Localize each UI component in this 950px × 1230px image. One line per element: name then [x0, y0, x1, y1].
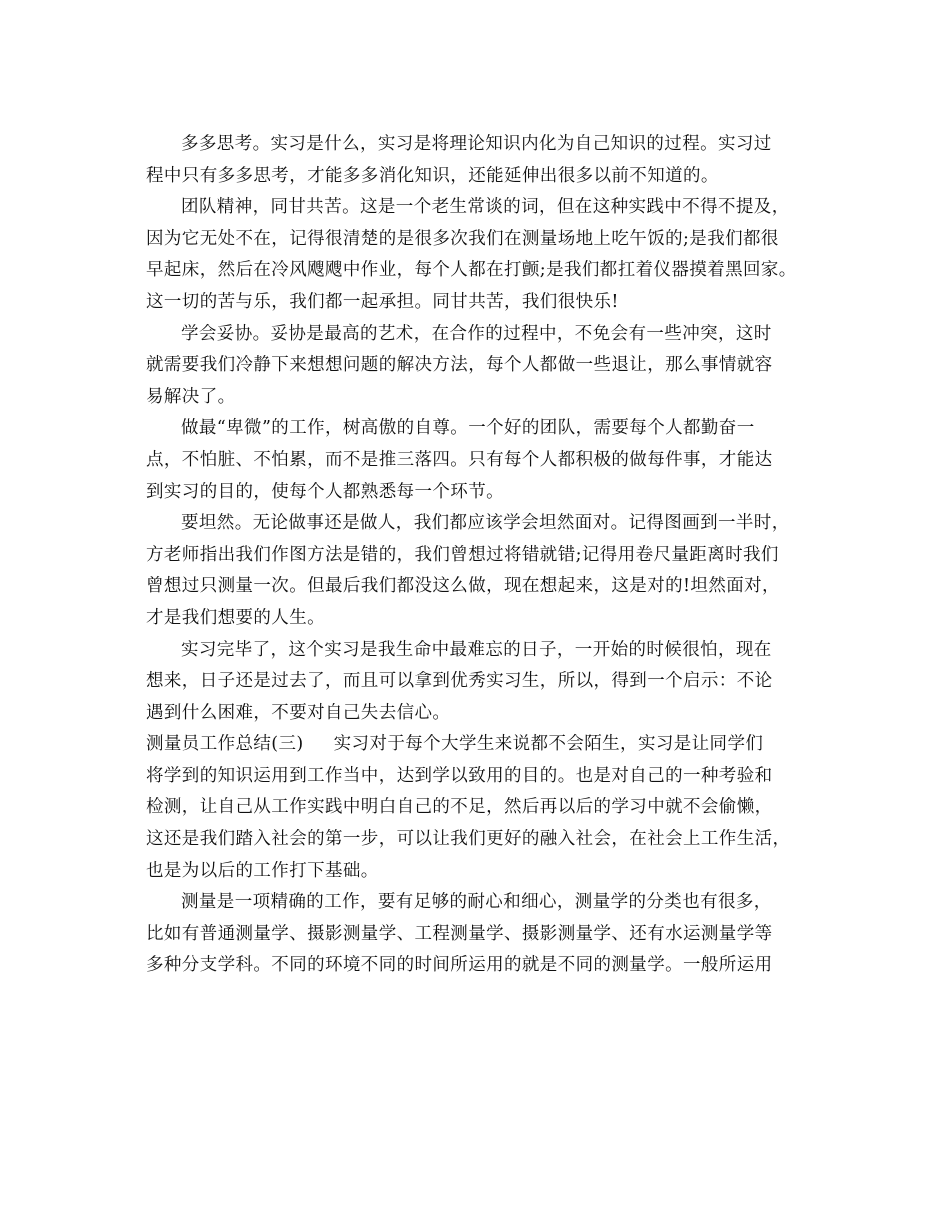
paragraph-line: 比如有普通测量学、摄影测量学、工程测量学、摄影测量学、还有水运测量学等: [146, 923, 773, 944]
paragraph-line: 点，不怕脏、不怕累，而不是推三落四。只有每个人都积极的做每件事，才能达: [146, 449, 773, 470]
paragraph-line: 将学到的知识运用到工作当中，达到学以致用的目的。也是对自己的一种考验和: [146, 765, 773, 786]
paragraph-line: 实习完毕了，这个实习是我生命中最难忘的日子，一开始的时候很怕，现在: [181, 639, 772, 660]
paragraph-line: 团队精神，同甘共苦。这是一个老生常谈的词，但在这种实践中不得不提及，: [181, 197, 790, 218]
paragraph-line: 检测，让自己从工作实践中明白自己的不足，然后再以后的学习中就不会偷懒，: [146, 797, 773, 818]
paragraph-line: 程中只有多多思考，才能多多消化知识，还能延伸出很多以前不知道的。: [146, 165, 719, 186]
document-body: [146, 129, 814, 982]
paragraph-line: 想来，日子还是过去了，而且可以拿到优秀实习生，所以，得到一个启示：不论: [146, 671, 773, 692]
paragraph-line: 早起床，然后在冷风飕飕中作业，每个人都在打颤;是我们都扛着仪器摸着黑回家。: [146, 260, 797, 281]
paragraph-team-spirit: [146, 192, 814, 318]
paragraph-line: 遇到什么困难，不要对自己失去信心。: [146, 702, 451, 723]
paragraph-line: 因为它无处不在，记得很清楚的是很多次我们在测量场地上吃午饭的;是我们都很: [146, 228, 779, 249]
paragraph-line: 学会妥协。妥协是最高的艺术，在合作的过程中，不免会有一些冲突，这时: [181, 323, 772, 344]
paragraph-surveying: [146, 887, 814, 982]
section-first-line-text: 实习对于每个大学生来说都不会陌生，实习是让同学们: [333, 734, 764, 755]
paragraph-conclusion: [146, 635, 814, 730]
paragraph-compromise: [146, 319, 814, 414]
paragraph-line: 到实习的目的，使每个人都熟悉每一个环节。: [146, 481, 504, 502]
paragraph-line: 曾想过只测量一次。但最后我们都没这么做，现在想起来，这是对的!坦然面对，: [146, 576, 780, 597]
paragraph-line: 也是为以后的工作打下基础。: [146, 860, 379, 881]
paragraph-thinking: [146, 129, 814, 192]
paragraph-line: 这还是我们踏入社会的第一步，可以让我们更好的融入社会，在社会上工作生活，: [146, 829, 791, 850]
paragraph-line: 易解决了。: [146, 386, 236, 407]
paragraph-line: 才是我们想要的人生。: [146, 607, 325, 628]
paragraph-line: 这一切的苦与乐，我们都一起承担。同甘共苦，我们很快乐!: [146, 291, 619, 312]
paragraph-line: 做最“卑微”的工作，树高傲的自尊。一个好的团队，需要每个人都勤奋一: [181, 418, 755, 439]
paragraph-line: 方老师指出我们作图方法是错的，我们曾想过将错就错;记得用卷尺量距离时我们: [146, 544, 779, 565]
section-heading: 测量员工作总结(三): [146, 734, 304, 755]
paragraph-line: 要坦然。无论做事还是做人，我们都应该学会坦然面对。记得图画到一半时，: [181, 513, 790, 534]
paragraph-humble-work: [146, 413, 814, 508]
paragraph-line: 多多思考。实习是什么，实习是将理论知识内化为自己知识的过程。实习过: [181, 134, 772, 154]
paragraph-calm: [146, 508, 814, 634]
section-three: [146, 729, 814, 887]
paragraph-line: 多种分支学科。不同的环境不同的时间所运用的就是不同的测量学。一般所运用: [146, 955, 773, 976]
section-first-line: [146, 729, 814, 761]
paragraph-line: 测量是一项精确的工作，要有足够的耐心和细心，测量学的分类也有很多，: [181, 892, 772, 913]
paragraph-line: 就需要我们冷静下来想想问题的解决方法，每个人都做一些退让，那么事情就容: [146, 355, 773, 376]
